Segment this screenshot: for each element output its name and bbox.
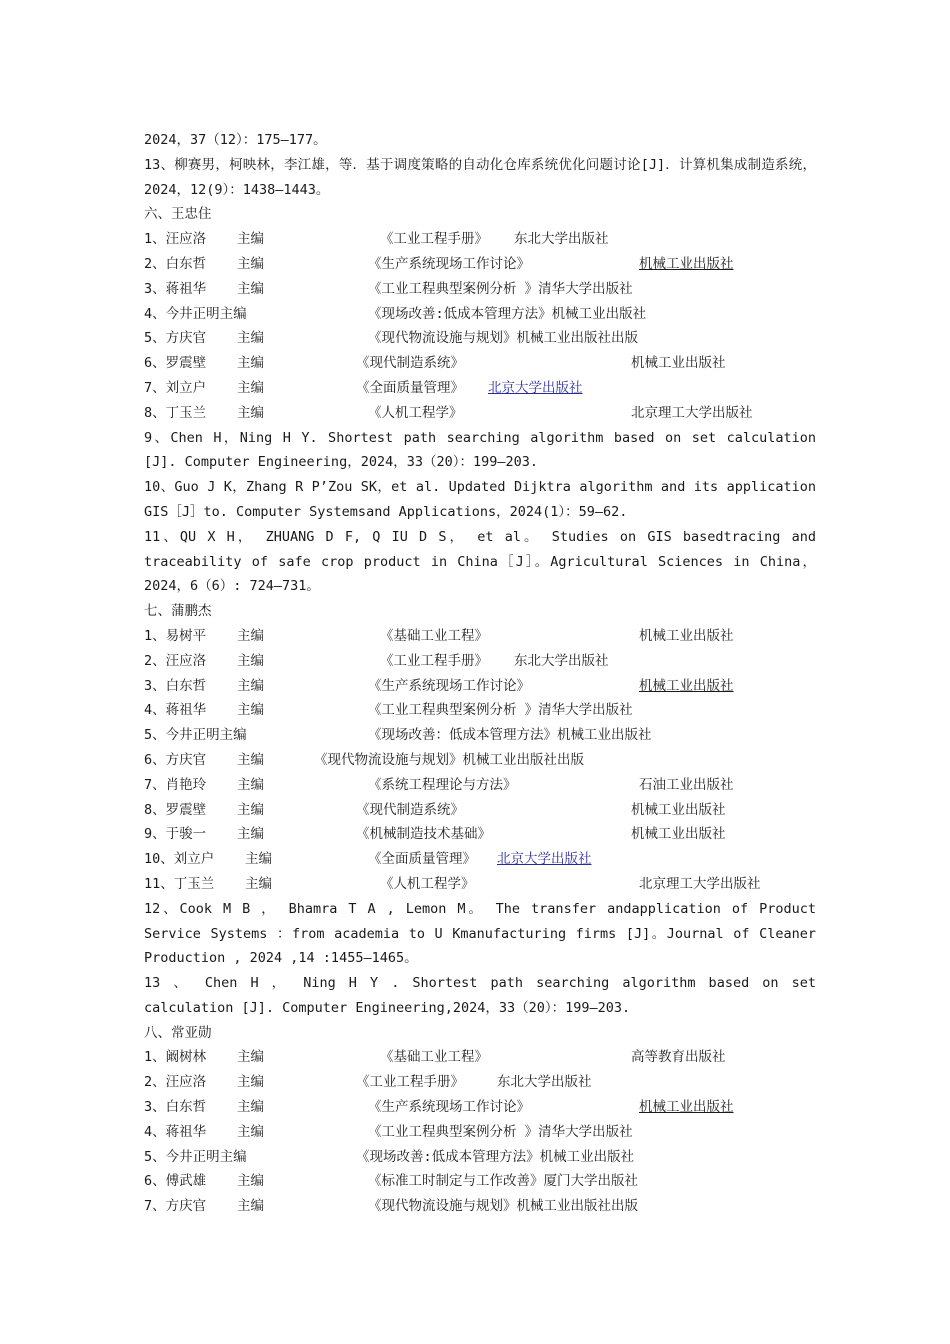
section-text: 七、蒲鹏杰: [144, 603, 212, 620]
entry-book-title: 《全面质量管理》: [368, 851, 476, 868]
entry-role: 主编: [237, 776, 264, 793]
entry-role: 主编: [237, 652, 264, 669]
entry-role: 主编: [237, 330, 264, 347]
entry-publisher: 北京理工大学出版社: [631, 404, 753, 421]
entry-book-title: 《现代制造系统》: [356, 355, 464, 372]
entry-number-author: 7、肖艳玲: [144, 776, 207, 793]
reference-entry: [144, 1095, 816, 1120]
reference-entry: [144, 277, 816, 302]
section-text: 2024，37（12）：175—177。: [144, 132, 327, 148]
entry-number-author: 8、丁玉兰: [144, 404, 207, 421]
entry-number-author: 3、蒋祖华: [144, 280, 207, 297]
entry-number-author: 5、方庆官: [144, 330, 207, 347]
entry-publisher: 高等教育出版社: [631, 1049, 726, 1066]
entry-role: 主编: [237, 826, 264, 843]
entry-role: 主编: [237, 1049, 264, 1066]
reference-entry: [144, 1070, 816, 1095]
entry-publisher: 石油工业出版社: [639, 776, 734, 793]
entry-number-author: 10、刘立户: [144, 851, 215, 868]
reference-entry: [144, 872, 816, 897]
entry-publisher[interactable]: 机械工业出版社: [639, 1099, 734, 1116]
entry-role: 主编: [237, 379, 264, 396]
entry-number-author: 1、易树平: [144, 627, 207, 644]
entry-role: 主编: [237, 801, 264, 818]
entry-publisher: 东北大学出版社: [514, 652, 609, 669]
entry-book-title: 《人机工程学》: [380, 875, 475, 892]
entry-publisher[interactable]: 北京大学出版社: [488, 379, 583, 396]
reference-paragraph: 10、Guo J K，Zhang R P’Zou SK，et al. Updated Dijktra algorithm and its application GIS［J］to. Computer Systemsand Applications，2024(1）：59—62.: [144, 479, 816, 520]
entry-number-author: 5、今井正明主编: [144, 727, 247, 744]
entry-book-title: 《基础工业工程》: [380, 1049, 488, 1066]
entry-book-title: 《生产系统现场工作讨论》: [368, 677, 530, 694]
entry-publisher: 机械工业出版社: [639, 627, 734, 644]
entry-role: 主编: [245, 851, 272, 868]
section-text: 六、王忠住: [144, 206, 212, 223]
entry-book-title: 《全面质量管理》: [356, 379, 464, 396]
reference-paragraph: 9、Chen H，Ning H Y. Shortest path searching algorithm based on set calculation [J]. Computer Engineering，2024，33（20）：199—203.: [144, 429, 816, 471]
entry-number-author: 8、罗震壁: [144, 801, 207, 818]
entry-number-author: 7、刘立户: [144, 379, 207, 396]
entry-number-author: 6、方庆官: [144, 751, 207, 768]
reference-entry: [144, 1145, 816, 1170]
reference-paragraph: 13、柳赛男，柯映林，李江雄，等．基于调度策略的自动化仓库系统优化问题讨论[J]．计算机集成制造系统，2024，12(9）：1438—1443。: [144, 156, 816, 198]
entry-number-author: 2、汪应洛: [144, 652, 207, 669]
reference-entry: [144, 401, 816, 426]
entry-book-title: 《工业工程典型案例分析 》清华大学出版社: [368, 1123, 633, 1140]
entry-publisher: 东北大学出版社: [514, 231, 609, 248]
reference-paragraph: 13 、 Chen H ， Ning H Y . Shortest path searching algorithm based on set calculation [J]. Computer Engineering,2024，33（20）：199—203.: [144, 975, 816, 1016]
entry-book-title: 《现代物流设施与规划》机械工业出版社出版: [314, 751, 584, 768]
entry-book-title: 《工业工程典型案例分析 》清华大学出版社: [368, 280, 633, 297]
entry-book-title: 《工业工程手册》: [380, 652, 488, 669]
reference-entry: [144, 847, 816, 872]
entry-number-author: 9、于骏一: [144, 826, 207, 843]
entry-book-title: 《机械制造技术基础》: [356, 826, 491, 843]
reference-entry: [144, 822, 816, 847]
reference-entry: [144, 674, 816, 699]
entry-number-author: 1、阚树林: [144, 1049, 207, 1066]
entry-role: 主编: [237, 355, 264, 372]
entry-role: 主编: [237, 751, 264, 768]
entry-book-title: 《现代物流设施与规划》机械工业出版社出版: [368, 1198, 638, 1215]
reference-entry: [144, 698, 816, 723]
entry-role: 主编: [237, 255, 264, 272]
entry-book-title: 《生产系统现场工作讨论》: [368, 255, 530, 272]
entry-role: 主编: [237, 404, 264, 421]
entry-role: 主编: [237, 1173, 264, 1190]
document-page: [144, 128, 816, 1219]
entry-publisher[interactable]: 北京大学出版社: [497, 851, 592, 868]
entry-publisher: 机械工业出版社: [631, 801, 726, 818]
entry-number-author: 4、今井正明主编: [144, 305, 247, 322]
entry-publisher[interactable]: 机械工业出版社: [639, 677, 734, 694]
entry-role: 主编: [237, 627, 264, 644]
entry-book-title: 《现场改善:低成本管理方法》机械工业出版社: [356, 1148, 635, 1165]
entry-number-author: 2、白东哲: [144, 255, 207, 272]
entry-number-author: 3、白东哲: [144, 677, 207, 694]
reference-entry: [144, 748, 816, 773]
entry-number-author: 1、汪应洛: [144, 231, 207, 248]
entry-book-title: 《现代物流设施与规划》机械工业出版社出版: [368, 330, 638, 347]
entry-book-title: 《人机工程学》: [368, 404, 463, 421]
entry-book-title: 《生产系统现场工作讨论》: [368, 1099, 530, 1116]
reference-entry: [144, 252, 816, 277]
entry-number-author: 6、傅武雄: [144, 1173, 207, 1190]
entry-book-title: 《现场改善:低成本管理方法》机械工业出版社: [368, 305, 647, 322]
entry-role: 主编: [237, 1074, 264, 1091]
entry-number-author: 2、汪应洛: [144, 1074, 207, 1091]
entry-publisher[interactable]: 机械工业出版社: [639, 255, 734, 272]
entry-role: 主编: [237, 702, 264, 719]
entry-number-author: 5、今井正明主编: [144, 1148, 247, 1165]
reference-entry: [144, 624, 816, 649]
reference-paragraph: 11、QU X H， ZHUANG D F, Q IU D S， et al。 Studies on GIS basedtracing and traceability of safe crop product in China［J］。Agricultural Sciences in China， 2024，6（6）: 724—731。: [144, 528, 816, 595]
entry-role: 主编: [237, 1099, 264, 1116]
reference-entry: [144, 227, 816, 252]
entry-book-title: 《现场改善：低成本管理方法》机械工业出版社: [368, 727, 652, 744]
reference-entry: [144, 1194, 816, 1219]
reference-entry: [144, 376, 816, 401]
reference-entry: [144, 723, 816, 748]
entry-number-author: 4、蒋祖华: [144, 1123, 207, 1140]
entry-number-author: 7、方庆官: [144, 1198, 207, 1215]
entry-book-title: 《工业工程手册》: [380, 231, 488, 248]
entry-number-author: 3、白东哲: [144, 1099, 207, 1116]
entry-role: 主编: [245, 875, 272, 892]
entry-book-title: 《工业工程典型案例分析 》清华大学出版社: [368, 702, 633, 719]
entry-number-author: 6、罗震壁: [144, 355, 207, 372]
entry-publisher: 机械工业出版社: [631, 826, 726, 843]
entry-book-title: 《工业工程手册》: [356, 1074, 464, 1091]
reference-entry: [144, 1120, 816, 1145]
reference-entry: [144, 1169, 816, 1194]
entry-number-author: 11、丁玉兰: [144, 875, 215, 892]
reference-entry: [144, 798, 816, 823]
entry-publisher: 北京理工大学出版社: [639, 875, 761, 892]
entry-publisher: 东北大学出版社: [497, 1074, 592, 1091]
entry-book-title: 《基础工业工程》: [380, 627, 488, 644]
entry-publisher: 机械工业出版社: [631, 355, 726, 372]
entry-book-title: 《系统工程理论与方法》: [368, 776, 517, 793]
reference-entry: [144, 773, 816, 798]
entry-role: 主编: [237, 231, 264, 248]
section-text: 八、常亚勋: [144, 1024, 212, 1041]
reference-entry: [144, 649, 816, 674]
reference-paragraph: 12、Cook M B ， Bhamra T A , Lemon M。 The transfer andapplication of Product Service Systems ：from academia to U Kmanufacturing firms [J]。Journal of Cleaner Production , 2024 ,14 :1455—1465。: [144, 900, 816, 967]
entry-role: 主编: [237, 677, 264, 694]
entry-book-title: 《标准工时制定与工作改善》厦门大学出版社: [368, 1173, 638, 1190]
entry-role: 主编: [237, 280, 264, 297]
reference-entry: [144, 351, 816, 376]
reference-entry: [144, 326, 816, 351]
entry-role: 主编: [237, 1198, 264, 1215]
reference-entry: [144, 1045, 816, 1070]
entry-role: 主编: [237, 1123, 264, 1140]
reference-entry: [144, 302, 816, 327]
entry-number-author: 4、蒋祖华: [144, 702, 207, 719]
entry-book-title: 《现代制造系统》: [356, 801, 464, 818]
